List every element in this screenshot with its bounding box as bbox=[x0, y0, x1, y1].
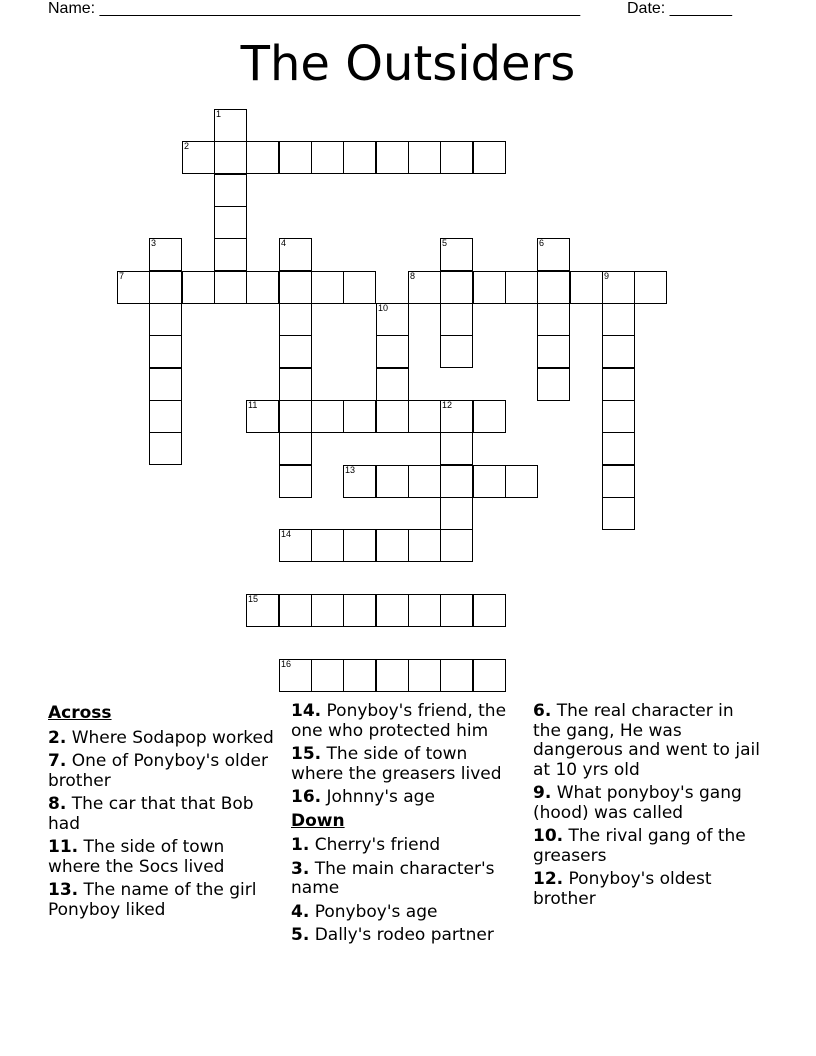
grid-cell[interactable] bbox=[343, 141, 376, 174]
grid-cell[interactable] bbox=[279, 303, 312, 336]
grid-cell[interactable] bbox=[473, 659, 506, 692]
grid-cell[interactable] bbox=[376, 368, 409, 401]
grid-cell[interactable] bbox=[182, 271, 215, 304]
grid-cell[interactable] bbox=[311, 659, 344, 692]
grid-cell[interactable] bbox=[473, 594, 506, 627]
grid-cell[interactable] bbox=[602, 432, 635, 465]
grid-cell[interactable] bbox=[279, 400, 312, 433]
clue-down-6: 6. The real character in the gang, He was dangerous and went to jail at 10 yrs old bbox=[533, 701, 760, 780]
grid-cell[interactable] bbox=[602, 400, 635, 433]
grid-cell[interactable] bbox=[279, 335, 312, 368]
grid-cell[interactable] bbox=[440, 238, 473, 271]
grid-cell[interactable] bbox=[311, 594, 344, 627]
grid-clue-number: 5 bbox=[442, 238, 448, 248]
grid-cell[interactable] bbox=[246, 141, 279, 174]
grid-cell[interactable] bbox=[343, 529, 376, 562]
clue-across-13: 13. The name of the girl Ponyboy liked bbox=[48, 880, 257, 920]
grid-cell[interactable] bbox=[376, 594, 409, 627]
grid-clue-number: 3 bbox=[151, 238, 157, 248]
grid-cell[interactable] bbox=[214, 141, 247, 174]
clue-column-3 bbox=[533, 702, 763, 913]
clue-down-3: 3. The main character's name bbox=[291, 858, 495, 898]
grid-cell[interactable] bbox=[279, 529, 312, 562]
clue-column-2 bbox=[291, 702, 523, 950]
grid-clue-number: 16 bbox=[281, 659, 292, 669]
grid-cell[interactable] bbox=[376, 465, 409, 498]
grid-cell[interactable] bbox=[149, 238, 182, 271]
page-title: The Outsiders bbox=[240, 36, 576, 92]
grid-cell[interactable] bbox=[149, 400, 182, 433]
grid-cell[interactable] bbox=[473, 465, 506, 498]
grid-cell[interactable] bbox=[408, 659, 441, 692]
clue-across-7: 7. One of Ponyboy's older brother bbox=[48, 751, 268, 791]
grid-cell[interactable] bbox=[149, 303, 182, 336]
grid-cell[interactable] bbox=[440, 659, 473, 692]
grid-cell[interactable] bbox=[440, 400, 473, 433]
grid-cell[interactable] bbox=[505, 465, 538, 498]
grid-cell[interactable] bbox=[440, 432, 473, 465]
grid-cell[interactable] bbox=[117, 271, 150, 304]
grid-cell[interactable] bbox=[149, 432, 182, 465]
grid-cell[interactable] bbox=[214, 174, 247, 207]
grid-cell[interactable] bbox=[537, 368, 570, 401]
grid-cell[interactable] bbox=[279, 271, 312, 304]
clue-across-2: 2. Where Sodapop worked bbox=[48, 727, 274, 748]
grid-cell[interactable] bbox=[214, 206, 247, 239]
grid-cell[interactable] bbox=[408, 529, 441, 562]
grid-cell[interactable] bbox=[343, 594, 376, 627]
clue-column-1 bbox=[48, 702, 278, 924]
grid-cell[interactable] bbox=[505, 271, 538, 304]
grid-cell[interactable] bbox=[376, 529, 409, 562]
grid-clue-number: 13 bbox=[345, 465, 356, 475]
grid-clue-number: 12 bbox=[442, 400, 453, 410]
clue-across-8: 8. The car that that Bob had bbox=[48, 794, 254, 834]
grid-cell[interactable] bbox=[440, 303, 473, 336]
grid-cell[interactable] bbox=[246, 400, 279, 433]
grid-cell[interactable] bbox=[408, 594, 441, 627]
grid-cell[interactable] bbox=[343, 659, 376, 692]
grid-cell[interactable] bbox=[343, 271, 376, 304]
clue-across-11: 11. The side of town where the Socs lived bbox=[48, 837, 225, 877]
grid-cell[interactable] bbox=[602, 335, 635, 368]
grid-cell[interactable] bbox=[440, 141, 473, 174]
clue-down-9: 9. What ponyboy's gang (hood) was called bbox=[533, 783, 742, 823]
name-field-line: Name: ______________________________________________________ bbox=[48, 0, 581, 17]
grid-cell[interactable] bbox=[149, 335, 182, 368]
grid-cell[interactable] bbox=[149, 271, 182, 304]
grid-clue-number: 15 bbox=[248, 594, 259, 604]
grid-cell[interactable] bbox=[408, 271, 441, 304]
grid-clue-number: 2 bbox=[184, 141, 190, 151]
grid-cell[interactable] bbox=[473, 271, 506, 304]
grid-clue-number: 7 bbox=[119, 271, 125, 281]
grid-cell[interactable] bbox=[246, 594, 279, 627]
grid-clue-number: 6 bbox=[539, 238, 545, 248]
date-field-line: Date: _______ bbox=[627, 0, 732, 17]
grid-cell[interactable] bbox=[537, 271, 570, 304]
grid-cell[interactable] bbox=[602, 368, 635, 401]
grid-cell[interactable] bbox=[408, 141, 441, 174]
grid-cell[interactable] bbox=[214, 271, 247, 304]
grid-cell[interactable] bbox=[537, 303, 570, 336]
grid-cell[interactable] bbox=[440, 529, 473, 562]
grid-cell[interactable] bbox=[376, 400, 409, 433]
clue-across-16: 16. Johnny's age bbox=[291, 787, 435, 807]
grid-cell[interactable] bbox=[408, 400, 441, 433]
grid-cell[interactable] bbox=[279, 368, 312, 401]
grid-cell[interactable] bbox=[440, 594, 473, 627]
grid-cell[interactable] bbox=[634, 271, 667, 304]
grid-cell[interactable] bbox=[376, 303, 409, 336]
grid-cell[interactable] bbox=[182, 141, 215, 174]
clue-down-12: 12. Ponyboy's oldest brother bbox=[533, 869, 712, 909]
grid-clue-number: 4 bbox=[281, 238, 287, 248]
grid-cell[interactable] bbox=[602, 271, 635, 304]
grid-cell[interactable] bbox=[311, 529, 344, 562]
grid-clue-number: 9 bbox=[604, 271, 610, 281]
grid-cell[interactable] bbox=[279, 659, 312, 692]
grid-cell[interactable] bbox=[246, 271, 279, 304]
grid-cell[interactable] bbox=[376, 659, 409, 692]
grid-cell[interactable] bbox=[311, 141, 344, 174]
grid-cell[interactable] bbox=[279, 594, 312, 627]
grid-clue-number: 10 bbox=[378, 303, 389, 313]
grid-cell[interactable] bbox=[279, 432, 312, 465]
down-heading: Down bbox=[291, 810, 345, 831]
clue-down-10: 10. The rival gang of the greasers bbox=[533, 826, 746, 866]
grid-cell[interactable] bbox=[440, 497, 473, 530]
clue-down-1: 1. Cherry's friend bbox=[291, 835, 441, 855]
grid-cell[interactable] bbox=[570, 271, 603, 304]
grid-cell[interactable] bbox=[311, 400, 344, 433]
grid-cell[interactable] bbox=[343, 465, 376, 498]
clue-down-5: 5. Dally's rodeo partner bbox=[291, 925, 494, 945]
grid-cell[interactable] bbox=[376, 141, 409, 174]
across-heading: Across bbox=[48, 703, 112, 723]
grid-cell[interactable] bbox=[279, 141, 312, 174]
grid-cell[interactable] bbox=[376, 335, 409, 368]
grid-cell[interactable] bbox=[440, 271, 473, 304]
clue-across-14: 14. Ponyboy's friend, the one who protected him bbox=[291, 701, 507, 741]
grid-cell[interactable] bbox=[214, 109, 247, 142]
grid-cell[interactable] bbox=[537, 335, 570, 368]
grid-clue-number: 14 bbox=[281, 529, 292, 539]
grid-cell[interactable] bbox=[473, 400, 506, 433]
grid-cell[interactable] bbox=[473, 141, 506, 174]
grid-cell[interactable] bbox=[602, 465, 635, 498]
grid-cell[interactable] bbox=[279, 465, 312, 498]
grid-cell[interactable] bbox=[408, 465, 441, 498]
grid-clue-number: 1 bbox=[216, 109, 222, 119]
grid-cell[interactable] bbox=[311, 271, 344, 304]
clue-across-15: 15. The side of town where the greasers lived bbox=[291, 744, 502, 784]
grid-clue-number: 8 bbox=[410, 271, 416, 281]
grid-cell[interactable] bbox=[214, 238, 247, 271]
grid-cell[interactable] bbox=[440, 465, 473, 498]
grid-cell[interactable] bbox=[440, 335, 473, 368]
grid-cell[interactable] bbox=[602, 303, 635, 336]
grid-clue-number: 11 bbox=[248, 400, 258, 410]
clue-down-4: 4. Ponyboy's age bbox=[291, 901, 438, 922]
grid-cell[interactable] bbox=[343, 400, 376, 433]
grid-cell[interactable] bbox=[279, 238, 312, 271]
grid-cell[interactable] bbox=[602, 497, 635, 530]
grid-cell[interactable] bbox=[537, 238, 570, 271]
grid-cell[interactable] bbox=[149, 368, 182, 401]
